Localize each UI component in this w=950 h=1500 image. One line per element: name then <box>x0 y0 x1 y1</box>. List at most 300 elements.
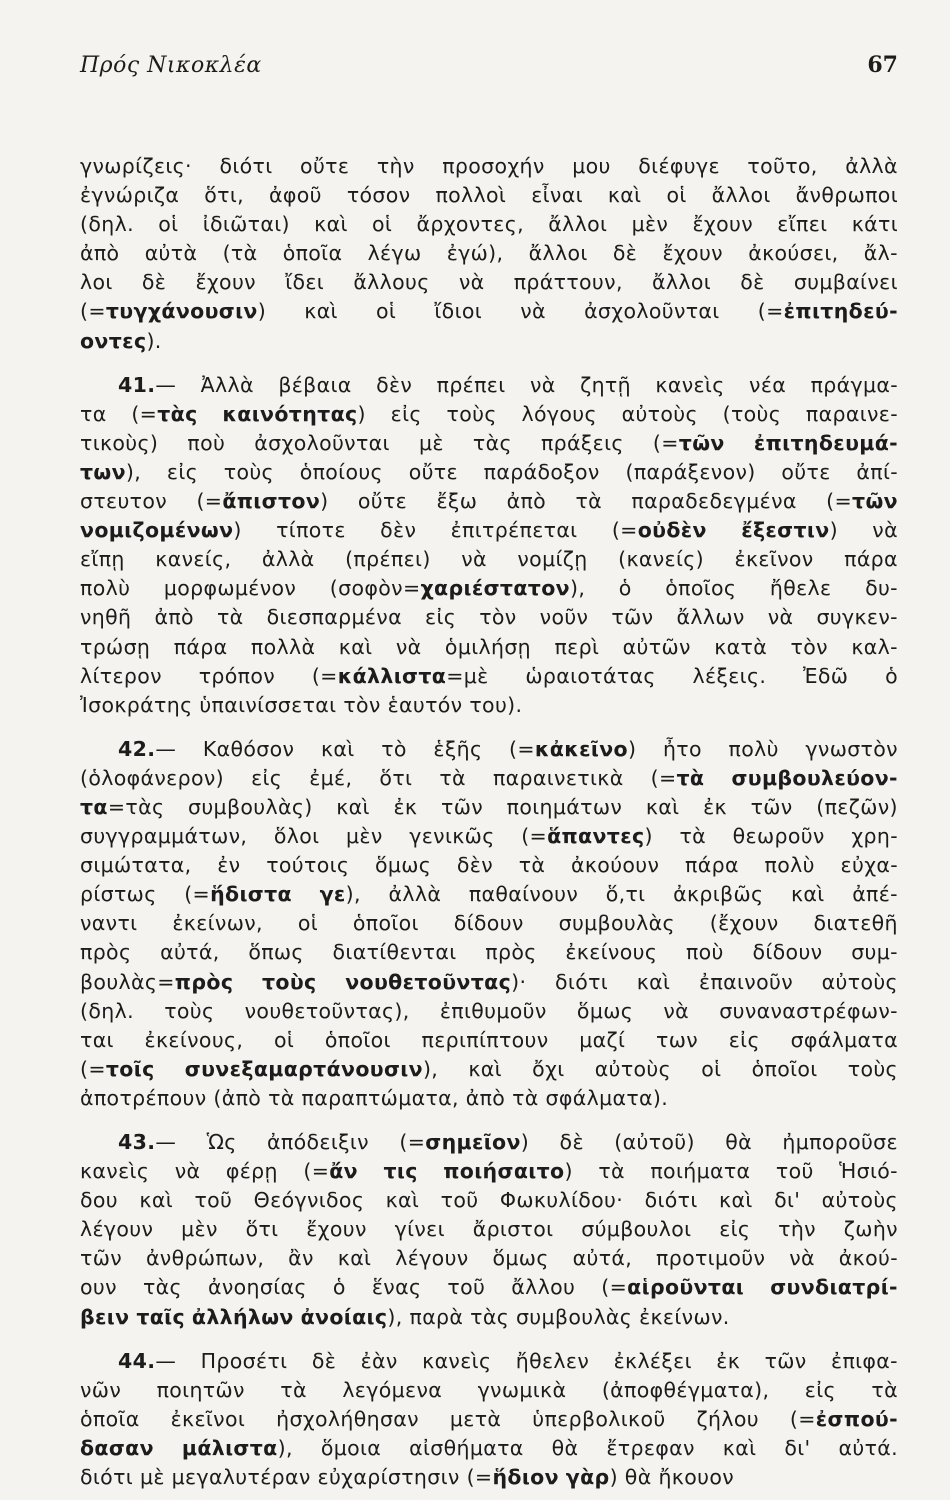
word: ἦτο <box>662 736 702 761</box>
word: τὰ <box>280 1377 307 1402</box>
word: ἀλλήλων <box>191 1304 294 1329</box>
word: πάρα <box>844 547 898 572</box>
word: ἐκείνους <box>565 940 658 965</box>
word: νηθῆ <box>80 605 132 630</box>
word: ἀνθρώπων, <box>145 1246 265 1271</box>
word: τὰ <box>575 489 602 514</box>
word: τὰ <box>439 765 466 790</box>
word: Ἰσοκράτης <box>80 692 193 717</box>
word: διότι <box>80 1465 134 1490</box>
word: δι' <box>774 1188 801 1213</box>
word: αὐτά. <box>838 1435 898 1460</box>
word: Ἐδῶ <box>802 663 849 688</box>
text-line <box>80 429 898 458</box>
word: δὲ <box>612 241 638 266</box>
word: ἐκλέξει <box>613 1348 692 1373</box>
word: (=ἄν <box>303 1159 358 1184</box>
text-line <box>80 764 898 793</box>
word: (=κάλλιστα=μὲ <box>311 663 489 688</box>
word: Ἡσιό- <box>839 1159 898 1184</box>
word: τοὺς <box>262 969 317 994</box>
word: καινότητας) <box>222 401 366 426</box>
paragraph-gap <box>80 720 898 735</box>
word: ἐπιφα- <box>831 1348 898 1373</box>
word: ὁ <box>618 576 632 601</box>
word: τα=τὰς <box>80 794 165 819</box>
word: ὅτι <box>379 765 413 790</box>
word: ἀκούσει, <box>748 241 839 266</box>
word: διότι <box>219 154 273 178</box>
word: ἐγώ), <box>446 241 504 266</box>
word: μὲν <box>631 212 669 237</box>
word: αὐτῶν <box>622 634 691 659</box>
word: (=οὐδὲν <box>611 518 707 543</box>
word: τις <box>383 1159 418 1184</box>
word: γνωμικὰ <box>477 1377 567 1402</box>
word: νουθετοῦντας)· <box>345 969 527 994</box>
word: λέγουν <box>80 1217 154 1242</box>
word: τοὺς <box>847 1056 898 1081</box>
word: ἤθελεν <box>515 1348 590 1373</box>
word: ζητῇ <box>580 372 631 397</box>
word: μάλιστα), <box>181 1435 293 1460</box>
word: διατεθῆ <box>813 911 898 936</box>
word: (ἀπὸ <box>213 1085 262 1110</box>
word: γνωστὸν <box>805 736 898 761</box>
word: εἰς <box>390 401 422 426</box>
word: ἐμέ, <box>309 765 353 790</box>
word: μὲ <box>139 1465 165 1490</box>
word: καλ- <box>851 634 898 659</box>
word: οὔτε <box>357 489 408 514</box>
word: νομιζομένων) <box>80 518 242 543</box>
word: θεωροῦν <box>732 824 825 849</box>
word: ὅπως <box>248 940 304 965</box>
word: ἄλ- <box>863 241 898 266</box>
word: ἔτρεφαν <box>606 1435 695 1460</box>
word: κανείς, <box>155 547 232 572</box>
word: (πεζῶν) <box>816 794 898 819</box>
text-line <box>80 1273 898 1302</box>
word: τικοὺς) <box>80 430 159 455</box>
word: τὸν <box>790 634 828 659</box>
word: βέβαια <box>278 372 352 397</box>
text-line <box>80 1463 898 1492</box>
word: εἰς <box>804 1377 836 1402</box>
word: ἐκείνων, <box>172 911 263 936</box>
word: στευτον <box>80 489 168 514</box>
word: δὲ <box>141 270 167 295</box>
word: ἕνας <box>371 1275 422 1300</box>
word: καὶ <box>385 1188 420 1213</box>
word: τοῦτο, <box>747 154 818 178</box>
text-line <box>80 1376 898 1405</box>
word: εἰς <box>719 1217 751 1242</box>
word: (=ἥδιστα <box>184 882 292 907</box>
word: (ὁλοφάνερον) <box>80 765 224 790</box>
word: διότι <box>555 969 609 994</box>
word: περιπίπτουν <box>421 1027 549 1052</box>
word: τῶν <box>441 794 484 819</box>
word: ἤθελε <box>769 576 832 601</box>
word: μετὰ <box>449 1406 502 1431</box>
word: καὶ <box>337 1246 372 1271</box>
word: ἄνθρωποι <box>795 183 898 208</box>
word: γίνει <box>394 1217 445 1242</box>
word: καὶ <box>304 299 338 324</box>
word: (=αἱροῦνται <box>601 1275 745 1300</box>
word: νὰ <box>872 518 898 543</box>
word: (=τῶν <box>826 489 898 514</box>
word: αὐτοὺς <box>821 969 898 994</box>
word: κανεὶς <box>422 1348 492 1373</box>
word: σύμβουλοι <box>581 1217 692 1242</box>
word: τρόπον <box>198 663 276 688</box>
text-line <box>80 880 898 909</box>
text-line <box>80 327 898 356</box>
text-line <box>80 735 898 764</box>
word: λόγους <box>521 401 597 426</box>
word: διότι <box>644 1188 698 1213</box>
text-line <box>80 297 898 326</box>
word: ἄλλων <box>676 605 745 630</box>
word: συμβουλὰς) <box>188 794 313 819</box>
word: τὴν <box>778 1217 816 1242</box>
word: τῶν <box>611 605 654 630</box>
word: εἰς <box>425 605 457 630</box>
word: πολὺ <box>764 853 815 878</box>
word: ἔχουν <box>195 270 256 295</box>
word: αἰσθήματα <box>409 1435 524 1460</box>
word: σφάλματα <box>790 1027 898 1052</box>
word: μὲν <box>346 824 383 849</box>
text-line <box>80 1026 898 1055</box>
word: φέρῃ <box>225 1159 278 1184</box>
word: ὅ,τι <box>605 882 646 907</box>
word: λέγω <box>367 241 422 266</box>
word: ἀπὸ <box>154 605 194 630</box>
word: ἑαυτόν <box>387 692 463 717</box>
paragraph <box>80 152 898 356</box>
word: ὡραιοτάτας <box>525 663 656 688</box>
word: τὰς <box>142 1275 182 1300</box>
word: λεγόμενα <box>342 1377 443 1402</box>
word: τὰ <box>518 853 546 878</box>
word: εἰς <box>728 1027 760 1052</box>
word: (παράξενον) <box>625 459 756 484</box>
word: (=ἅπαντες) <box>521 824 653 849</box>
word: οὔτε <box>300 154 350 178</box>
word: λοι <box>80 270 113 295</box>
paragraph-gap <box>80 356 898 371</box>
word: δίδουν <box>752 940 823 965</box>
word: παρὰ <box>409 1304 464 1329</box>
word: βουλὰς=πρὸς <box>80 969 234 994</box>
word: ἐκείνων. <box>639 1304 730 1329</box>
word: ἀλλὰ <box>388 882 442 907</box>
word: ναντι <box>80 911 138 936</box>
word: (δηλ. <box>80 998 134 1023</box>
word: τῶν <box>750 794 793 819</box>
word: παραινετικὰ <box>492 765 624 790</box>
word: αὐτά, <box>160 940 220 965</box>
word: ἀποτρέπουν <box>80 1085 207 1110</box>
text-line <box>80 1128 898 1157</box>
word: μὲν <box>181 1217 218 1242</box>
paragraph <box>80 371 898 720</box>
word: ουν <box>80 1275 117 1300</box>
text-line <box>80 574 898 603</box>
word: μου <box>572 154 611 178</box>
word: (τοὺς <box>722 401 782 426</box>
text-line <box>80 239 898 268</box>
word: δυ- <box>865 576 898 601</box>
word: (=τυγχάνουσιν) <box>80 299 267 324</box>
word: ὁποῖα <box>282 241 343 266</box>
word: ἀσχολοῦνται <box>254 430 390 455</box>
word: Ὡς <box>206 1130 237 1154</box>
word: ἐκεῖνοι <box>170 1406 246 1431</box>
word: νὰ <box>663 998 690 1023</box>
word: τὸ <box>381 736 407 761</box>
word: ἀπόδειξιν <box>267 1130 369 1154</box>
word: δὲν <box>456 853 494 878</box>
word: τοῦ <box>194 1188 233 1213</box>
word: 44.— <box>118 1348 177 1373</box>
text-line <box>80 938 898 967</box>
text-line <box>80 181 898 210</box>
word: εὐχαρίστησιν <box>317 1465 460 1490</box>
word: τὰ <box>679 824 707 849</box>
word: βειν <box>80 1304 130 1329</box>
word: ἐγνώριζα <box>80 183 180 208</box>
word: ἄλλοι <box>652 270 712 295</box>
word: πάρα <box>173 634 228 659</box>
word: γε), <box>319 882 361 907</box>
word: ἄλλους <box>353 270 430 295</box>
word: συμ- <box>851 940 898 965</box>
word: λέγουν <box>395 1246 469 1271</box>
text-line <box>80 851 898 880</box>
word: μὲ <box>418 430 444 455</box>
word: Ἀλλὰ <box>200 372 254 397</box>
word: ἄριστοι <box>472 1217 554 1242</box>
word: (τὰ <box>222 241 258 266</box>
word: ὑπαινίσσεται <box>199 692 337 717</box>
word: ἀλλὰ <box>261 547 315 572</box>
word: νέα <box>749 372 787 397</box>
word: ἀκού- <box>838 1246 898 1271</box>
word: μεγαλυτέραν <box>171 1465 311 1490</box>
text-line <box>80 1244 898 1273</box>
word: καὶ <box>139 1188 174 1213</box>
word: ὅλοι <box>273 824 320 849</box>
word: οὔτε <box>408 459 458 484</box>
text-line <box>80 793 898 822</box>
word: οὔτε <box>781 459 831 484</box>
text-line <box>80 400 898 429</box>
text-line <box>80 997 898 1026</box>
word: δὲ <box>559 1130 584 1154</box>
text-line <box>80 545 898 574</box>
word: ποιήματα <box>650 1159 751 1184</box>
word: ἠμποροῦσε <box>782 1130 898 1154</box>
word: εἰς <box>251 765 283 790</box>
text-line <box>80 1055 898 1084</box>
word: νὰ <box>395 634 422 659</box>
word: καὶ <box>636 969 671 994</box>
word: τῶν <box>764 1348 807 1373</box>
word: (=τὰς <box>131 401 198 426</box>
word: λέξεις. <box>692 663 767 688</box>
word: γὰρ) <box>565 1465 618 1490</box>
word: (=ἐπιτηδεύ- <box>757 299 898 324</box>
word: ὅμοια <box>320 1435 382 1460</box>
word: ἠσχολήθησαν <box>276 1406 419 1431</box>
word: θὰ <box>624 1465 652 1490</box>
text-line <box>80 268 898 297</box>
word: ἀνοησίας <box>208 1275 307 1300</box>
word: καὶ <box>314 212 348 237</box>
word: συμβουλὰς <box>558 911 675 936</box>
word: (=σημεῖον) <box>399 1130 530 1154</box>
text-line <box>80 691 898 720</box>
word: τοὺς <box>223 459 274 484</box>
text-line <box>80 1303 898 1332</box>
word: σιμώτατα, <box>80 853 192 878</box>
word: κατὰ <box>714 634 768 659</box>
word: ὅτι <box>245 1217 279 1242</box>
word: τα <box>80 401 107 426</box>
text-line <box>80 662 898 691</box>
word: δὲ <box>740 270 765 295</box>
text-line <box>80 633 898 662</box>
word: ἔχουν <box>662 241 723 266</box>
word: τόσον <box>346 183 411 208</box>
word: (πρέπει) <box>345 547 431 572</box>
word: ποιητῶν <box>156 1377 245 1402</box>
word: πάρα <box>685 853 739 878</box>
text-line <box>80 1434 898 1463</box>
word: ὅμως <box>576 998 634 1023</box>
word: τὸν <box>343 692 381 717</box>
word: τὰς <box>472 430 512 455</box>
word: εἰς <box>166 459 198 484</box>
text-line <box>80 152 898 181</box>
word: κανεὶς <box>80 1159 150 1184</box>
word: εἴπει <box>777 212 828 237</box>
word: πολλὰ <box>250 634 316 659</box>
word: ἐκεῖνον <box>734 547 814 572</box>
body-text <box>80 152 898 1492</box>
word: πράξεις <box>540 430 624 455</box>
text-line <box>80 1157 898 1186</box>
text-line <box>80 909 898 938</box>
text-line <box>80 458 898 487</box>
word: καὶ <box>645 794 680 819</box>
word: ρίστως <box>80 882 157 907</box>
word: (=ἐσπού- <box>789 1406 898 1431</box>
word: (κανείς) <box>618 547 705 572</box>
word: παράδοξον <box>483 459 600 484</box>
word: καὶ <box>722 1435 757 1460</box>
word: ἀνοίαις), <box>300 1304 403 1329</box>
word: σφάλματα). <box>545 1085 669 1110</box>
word: ἐκ <box>703 794 727 819</box>
word: καὶ <box>338 634 373 659</box>
text-line <box>80 487 898 516</box>
word: καὶ <box>468 1056 502 1081</box>
word: τῶν <box>80 1246 123 1271</box>
word: τὰ <box>216 605 244 630</box>
word: οἱ <box>158 212 179 237</box>
word: τίποτε <box>276 518 346 543</box>
word: ἄρχοντες, <box>416 212 524 237</box>
word: (ἀποφθέγματα), <box>601 1377 770 1402</box>
word: ἄλλοι <box>548 212 608 237</box>
word: ὁποῖοι <box>352 911 419 936</box>
text-line <box>80 516 898 545</box>
word: διέφυγε <box>638 154 720 178</box>
word: ὄχι <box>532 1056 565 1081</box>
word: (=τὰ <box>650 765 705 790</box>
word: οντες). <box>80 328 162 353</box>
word: τὸν <box>479 605 517 630</box>
word: τούτοις <box>266 853 350 878</box>
word: χρη- <box>851 824 898 849</box>
word: τὴν <box>376 154 415 178</box>
word: παραινε- <box>805 401 898 426</box>
word: κανεὶς <box>655 372 725 397</box>
text-line <box>80 822 898 851</box>
word: (αὐτοῦ) <box>614 1130 695 1154</box>
word: παραπτώματα, <box>301 1085 459 1110</box>
word: ποὺ <box>187 430 226 455</box>
word: συμβαίνει <box>793 270 898 295</box>
word: 43.— <box>118 1130 177 1154</box>
word: ἐπιτρέπεται <box>450 518 578 543</box>
word: τὰ <box>598 1159 625 1184</box>
word: Προσέτι <box>200 1348 288 1373</box>
word: νὰ <box>461 547 487 572</box>
word: (=τῶν <box>652 430 725 455</box>
word: δὲν <box>380 518 417 543</box>
word: ἐκ <box>716 1348 741 1373</box>
text-line <box>80 371 898 400</box>
word: ὁποῖα <box>80 1406 140 1431</box>
word: οἱ <box>376 299 397 324</box>
word: συμβουλεύον- <box>731 765 898 790</box>
word: συνδιατρί- <box>770 1275 898 1300</box>
word: αὐτά, <box>572 1246 633 1271</box>
word: των), <box>80 459 142 484</box>
word: εἴπῃ <box>80 547 125 572</box>
word: γνωρίζεις· <box>80 154 192 178</box>
word: αὐτοὺς <box>821 1188 898 1213</box>
word: ἐκ <box>393 794 418 819</box>
word: τοὺς <box>446 401 497 426</box>
word: παθαίνουν <box>468 882 579 907</box>
word: (ἔχουν <box>709 911 779 936</box>
word: μαζί <box>579 1027 626 1052</box>
word: νοῦν <box>539 605 589 630</box>
word: (=ἥδιον <box>466 1465 559 1490</box>
word: αὐτοὺς <box>594 1056 672 1081</box>
word: ποιήσαιτο) <box>443 1159 573 1184</box>
word: συμβουλὰς <box>515 1304 633 1329</box>
word: προσοχήν <box>442 154 545 178</box>
word: τοῦ <box>440 1188 479 1213</box>
